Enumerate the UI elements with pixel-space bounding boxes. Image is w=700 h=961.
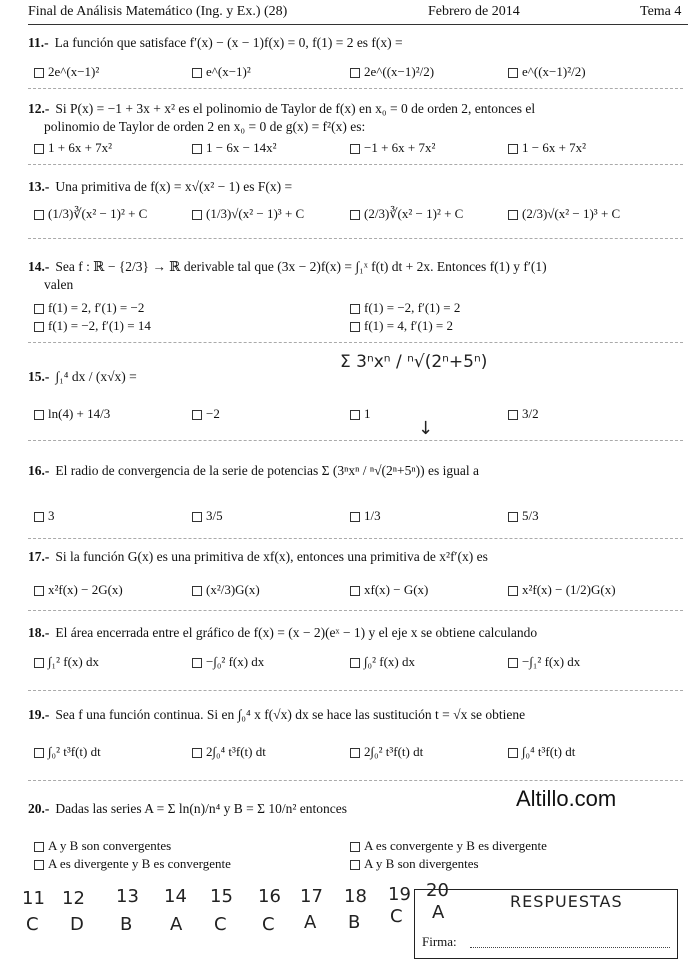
answer-number: 18 — [344, 886, 367, 907]
q20-option-a[interactable]: A y B son convergentes — [34, 838, 171, 854]
divider — [28, 238, 683, 239]
exam-title: Final de Análisis Matemático (Ing. y Ex.) (28) — [28, 4, 288, 19]
q16-option-d[interactable]: 5/3 — [508, 508, 539, 524]
answer-letter: C — [214, 914, 227, 935]
q11-option-c[interactable]: 2e^((x−1)²/2) — [350, 64, 434, 80]
divider — [28, 440, 683, 441]
q19-option-d[interactable]: ∫₀⁴ t³f(t) dt — [508, 744, 575, 760]
q19-option-c[interactable]: 2∫₀² t³f(t) dt — [350, 744, 423, 760]
q14-option-a[interactable]: f(1) = 2, f′(1) = −2 — [34, 300, 144, 316]
answer-letter: B — [348, 912, 361, 933]
q11-option-d[interactable]: e^((x−1)²/2) — [508, 64, 586, 80]
question-11: 11.- La función que satisface f′(x) − (x − 1)f(x) = 0, f(1) = 2 es f(x) = — [28, 35, 403, 50]
divider — [28, 538, 683, 539]
q18-option-c[interactable]: ∫₀² f(x) dx — [350, 654, 415, 670]
q16-option-a[interactable]: 3 — [34, 508, 55, 524]
q20-option-d[interactable]: A y B son divergentes — [350, 856, 479, 872]
answer-number: 14 — [164, 886, 187, 907]
question-17: 17.- Si la función G(x) es una primitiva de xf(x), entonces una primitiva de x²f′(x) es — [28, 549, 488, 564]
answer-letter: A — [432, 902, 445, 923]
answer-number: 19 — [388, 884, 411, 905]
answers-label: RESPUESTAS — [510, 892, 623, 911]
answer-number: 17 — [300, 886, 323, 907]
divider — [28, 780, 683, 781]
q12-option-b[interactable]: 1 − 6x − 14x² — [192, 140, 277, 156]
header-rule — [28, 24, 688, 25]
question-13: 13.- Una primitiva de f(x) = x√(x² − 1) es F(x) = — [28, 179, 293, 194]
answer-letter: C — [262, 914, 275, 935]
answer-letter: A — [170, 914, 183, 935]
q13-option-d[interactable]: (2/3)√(x² − 1)³ + C — [508, 206, 620, 222]
question-18: 18.- El área encerrada entre el gráfico de f(x) = (x − 2)(eˣ − 1) y el eje x se obtiene calculando — [28, 625, 538, 640]
q15-option-d[interactable]: 3/2 — [508, 406, 539, 422]
q20-option-b[interactable]: A es convergente y B es divergente — [350, 838, 547, 854]
answer-number: 13 — [116, 886, 139, 907]
q12-option-c[interactable]: −1 + 6x + 7x² — [350, 140, 435, 156]
q16-option-c[interactable]: 1/3 — [350, 508, 381, 524]
exam-tema: Tema 4 — [640, 4, 682, 19]
q18-option-a[interactable]: ∫₁² f(x) dx — [34, 654, 99, 670]
q19-option-b[interactable]: 2∫₀⁴ t³f(t) dt — [192, 744, 266, 760]
answer-letter: B — [120, 914, 133, 935]
q11-option-b[interactable]: e^(x−1)² — [192, 64, 251, 80]
firma-signature-line[interactable] — [470, 947, 670, 948]
q19-option-a[interactable]: ∫₀² t³f(t) dt — [34, 744, 101, 760]
q17-option-c[interactable]: xf(x) − G(x) — [350, 582, 428, 598]
q17-option-d[interactable]: x²f(x) − (1/2)G(x) — [508, 582, 616, 598]
question-19: 19.- Sea f una función continua. Si en ∫₀⁴ x f(√x) dx se hace las sustitución t = √x se obtiene — [28, 707, 526, 722]
answer-letter: D — [70, 914, 84, 935]
q14-option-c[interactable]: f(1) = −2, f′(1) = 14 — [34, 318, 151, 334]
answer-letter: C — [26, 914, 39, 935]
answer-letter: A — [304, 912, 317, 933]
q15-option-b[interactable]: −2 — [192, 406, 220, 422]
answer-number: 15 — [210, 886, 233, 907]
q13-option-c[interactable]: (2/3)∛(x² − 1)² + C — [350, 206, 463, 222]
answer-number: 16 — [258, 886, 281, 907]
q17-option-b[interactable]: (x²/3)G(x) — [192, 582, 260, 598]
q14-option-b[interactable]: f(1) = −2, f′(1) = 2 — [350, 300, 460, 316]
firma-label: Firma: — [422, 934, 457, 949]
divider — [28, 342, 683, 343]
question-14: 14.- Sea f : ℝ − {2/3} → ℝ derivable tal que (3x − 2)f(x) = ∫₁ˣ f(t) dt + 2x. Entonces f(1) y f′(1) valen — [28, 259, 547, 292]
divider — [28, 610, 683, 611]
exam-date: Febrero de 2014 — [428, 4, 520, 19]
q12-option-a[interactable]: 1 + 6x + 7x² — [34, 140, 112, 156]
divider — [28, 88, 683, 89]
q18-option-b[interactable]: −∫₀² f(x) dx — [192, 654, 264, 670]
question-16: 16.- El radio de convergencia de la serie de potencias Σ (3ⁿxⁿ / ⁿ√(2ⁿ+5ⁿ)) es igual a — [28, 463, 479, 478]
divider — [28, 690, 683, 691]
q13-option-b[interactable]: (1/3)√(x² − 1)³ + C — [192, 206, 304, 222]
question-12: 12.- Si P(x) = −1 + 3x + x² es el polinomio de Taylor de f(x) en x₀ = 0 de orden 2, entonces el polinomio de Taylor de orden 2 en x₀ = 0 de g(x) = f²(x) es: — [28, 101, 536, 134]
q16-option-b[interactable]: 3/5 — [192, 508, 223, 524]
answer-number: 20 — [426, 880, 449, 901]
q17-option-a[interactable]: x²f(x) − 2G(x) — [34, 582, 123, 598]
answer-number: 11 — [22, 888, 45, 909]
handwritten-arrow: ↓ — [418, 418, 434, 439]
q12-option-d[interactable]: 1 − 6x + 7x² — [508, 140, 586, 156]
q13-option-a[interactable]: (1/3)∛(x² − 1)² + C — [34, 206, 147, 222]
q20-option-c[interactable]: A es divergente y B es convergente — [34, 856, 231, 872]
q18-option-d[interactable]: −∫₁² f(x) dx — [508, 654, 580, 670]
question-20: 20.- Dadas las series A = Σ ln(n)/n⁴ y B = Σ 10/n² entonces — [28, 801, 348, 816]
q14-option-d[interactable]: f(1) = 4, f′(1) = 2 — [350, 318, 453, 334]
q15-option-a[interactable]: ln(4) + 14/3 — [34, 406, 110, 422]
handwritten-series-note: Σ 3ⁿxⁿ / ⁿ√(2ⁿ+5ⁿ) — [340, 352, 488, 372]
divider — [28, 164, 683, 165]
q15-option-c[interactable]: 1 — [350, 406, 371, 422]
question-15: 15.- ∫₁⁴ dx / (x√x) = — [28, 369, 137, 384]
watermark-text: Altillo.com — [516, 786, 617, 811]
answer-number: 12 — [62, 888, 85, 909]
q11-option-a[interactable]: 2e^(x−1)² — [34, 64, 99, 80]
answer-letter: C — [390, 906, 403, 927]
